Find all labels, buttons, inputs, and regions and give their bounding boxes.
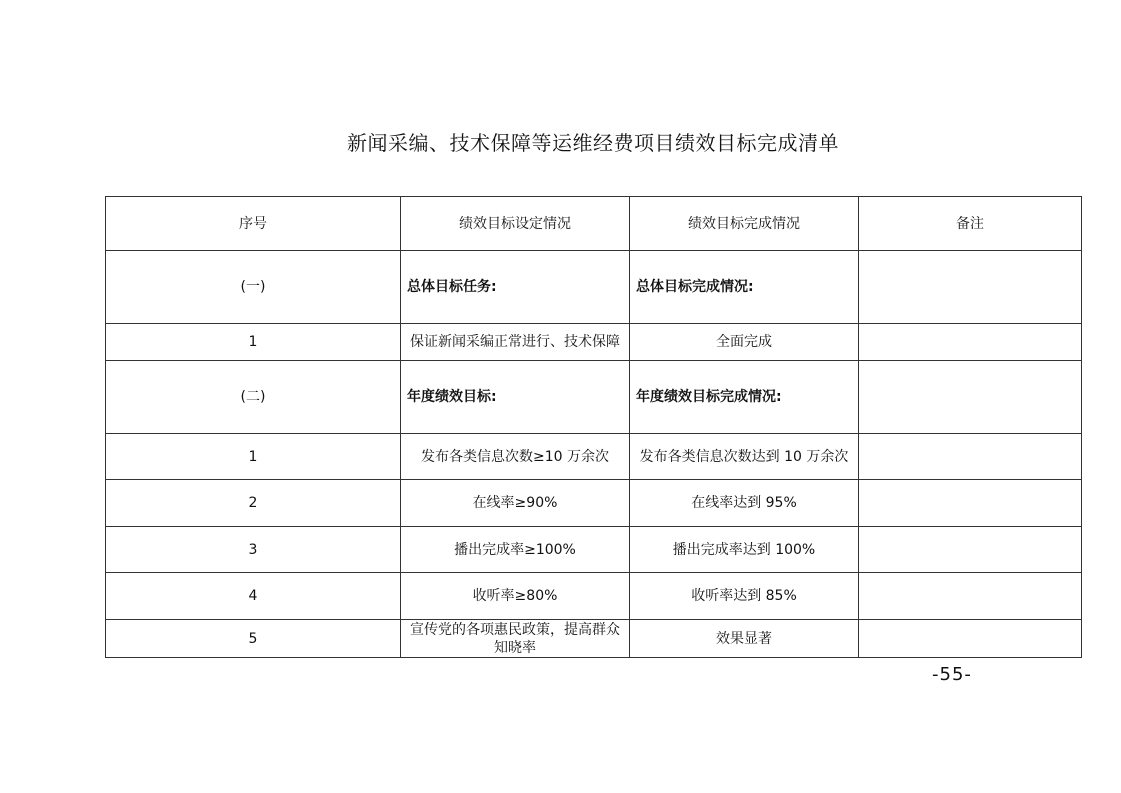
cell-target: 年度绩效目标: bbox=[401, 361, 630, 434]
cell-note bbox=[859, 573, 1082, 620]
cell-note bbox=[859, 527, 1082, 573]
performance-goals-table bbox=[105, 196, 1082, 658]
table-row bbox=[106, 573, 1082, 620]
page-number: -55- bbox=[932, 664, 972, 685]
cell-result: 全面完成 bbox=[630, 324, 859, 361]
cell-target: 收听率≥80% bbox=[401, 573, 630, 620]
cell-serial-number: 4 bbox=[106, 573, 401, 620]
header-target-completion: 绩效目标完成情况 bbox=[630, 197, 859, 251]
cell-target: 保证新闻采编正常进行、技术保障 bbox=[401, 324, 630, 361]
table-row bbox=[106, 434, 1082, 480]
cell-target: 播出完成率≥100% bbox=[401, 527, 630, 573]
cell-result: 发布各类信息次数达到 10 万余次 bbox=[630, 434, 859, 480]
table-header-row bbox=[106, 197, 1082, 251]
table-row bbox=[106, 527, 1082, 573]
cell-note bbox=[859, 620, 1082, 658]
table-row bbox=[106, 361, 1082, 434]
cell-note bbox=[859, 324, 1082, 361]
table-row bbox=[106, 480, 1082, 527]
cell-target: 在线率≥90% bbox=[401, 480, 630, 527]
table-row bbox=[106, 620, 1082, 658]
cell-result: 总体目标完成情况: bbox=[630, 251, 859, 324]
header-target-setting: 绩效目标设定情况 bbox=[401, 197, 630, 251]
cell-result: 收听率达到 85% bbox=[630, 573, 859, 620]
cell-target: 总体目标任务: bbox=[401, 251, 630, 324]
cell-result: 年度绩效目标完成情况: bbox=[630, 361, 859, 434]
table-row bbox=[106, 324, 1082, 361]
cell-result: 效果显著 bbox=[630, 620, 859, 658]
cell-result: 在线率达到 95% bbox=[630, 480, 859, 527]
cell-serial-number: 1 bbox=[106, 434, 401, 480]
cell-result: 播出完成率达到 100% bbox=[630, 527, 859, 573]
cell-note bbox=[859, 434, 1082, 480]
header-serial-number: 序号 bbox=[106, 197, 401, 251]
cell-serial-number: (一) bbox=[106, 251, 401, 324]
cell-serial-number: 1 bbox=[106, 324, 401, 361]
cell-note bbox=[859, 480, 1082, 527]
document-title: 新闻采编、技术保障等运维经费项目绩效目标完成清单 bbox=[347, 131, 839, 155]
cell-target: 发布各类信息次数≥10 万余次 bbox=[401, 434, 630, 480]
cell-serial-number: 3 bbox=[106, 527, 401, 573]
cell-note bbox=[859, 251, 1082, 324]
table-row bbox=[106, 251, 1082, 324]
cell-serial-number: 2 bbox=[106, 480, 401, 527]
header-remarks: 备注 bbox=[859, 197, 1082, 251]
cell-serial-number: 5 bbox=[106, 620, 401, 658]
cell-target: 宣传党的各项惠民政策，提高群众知晓率 bbox=[401, 620, 630, 658]
cell-note bbox=[859, 361, 1082, 434]
cell-serial-number: (二) bbox=[106, 361, 401, 434]
